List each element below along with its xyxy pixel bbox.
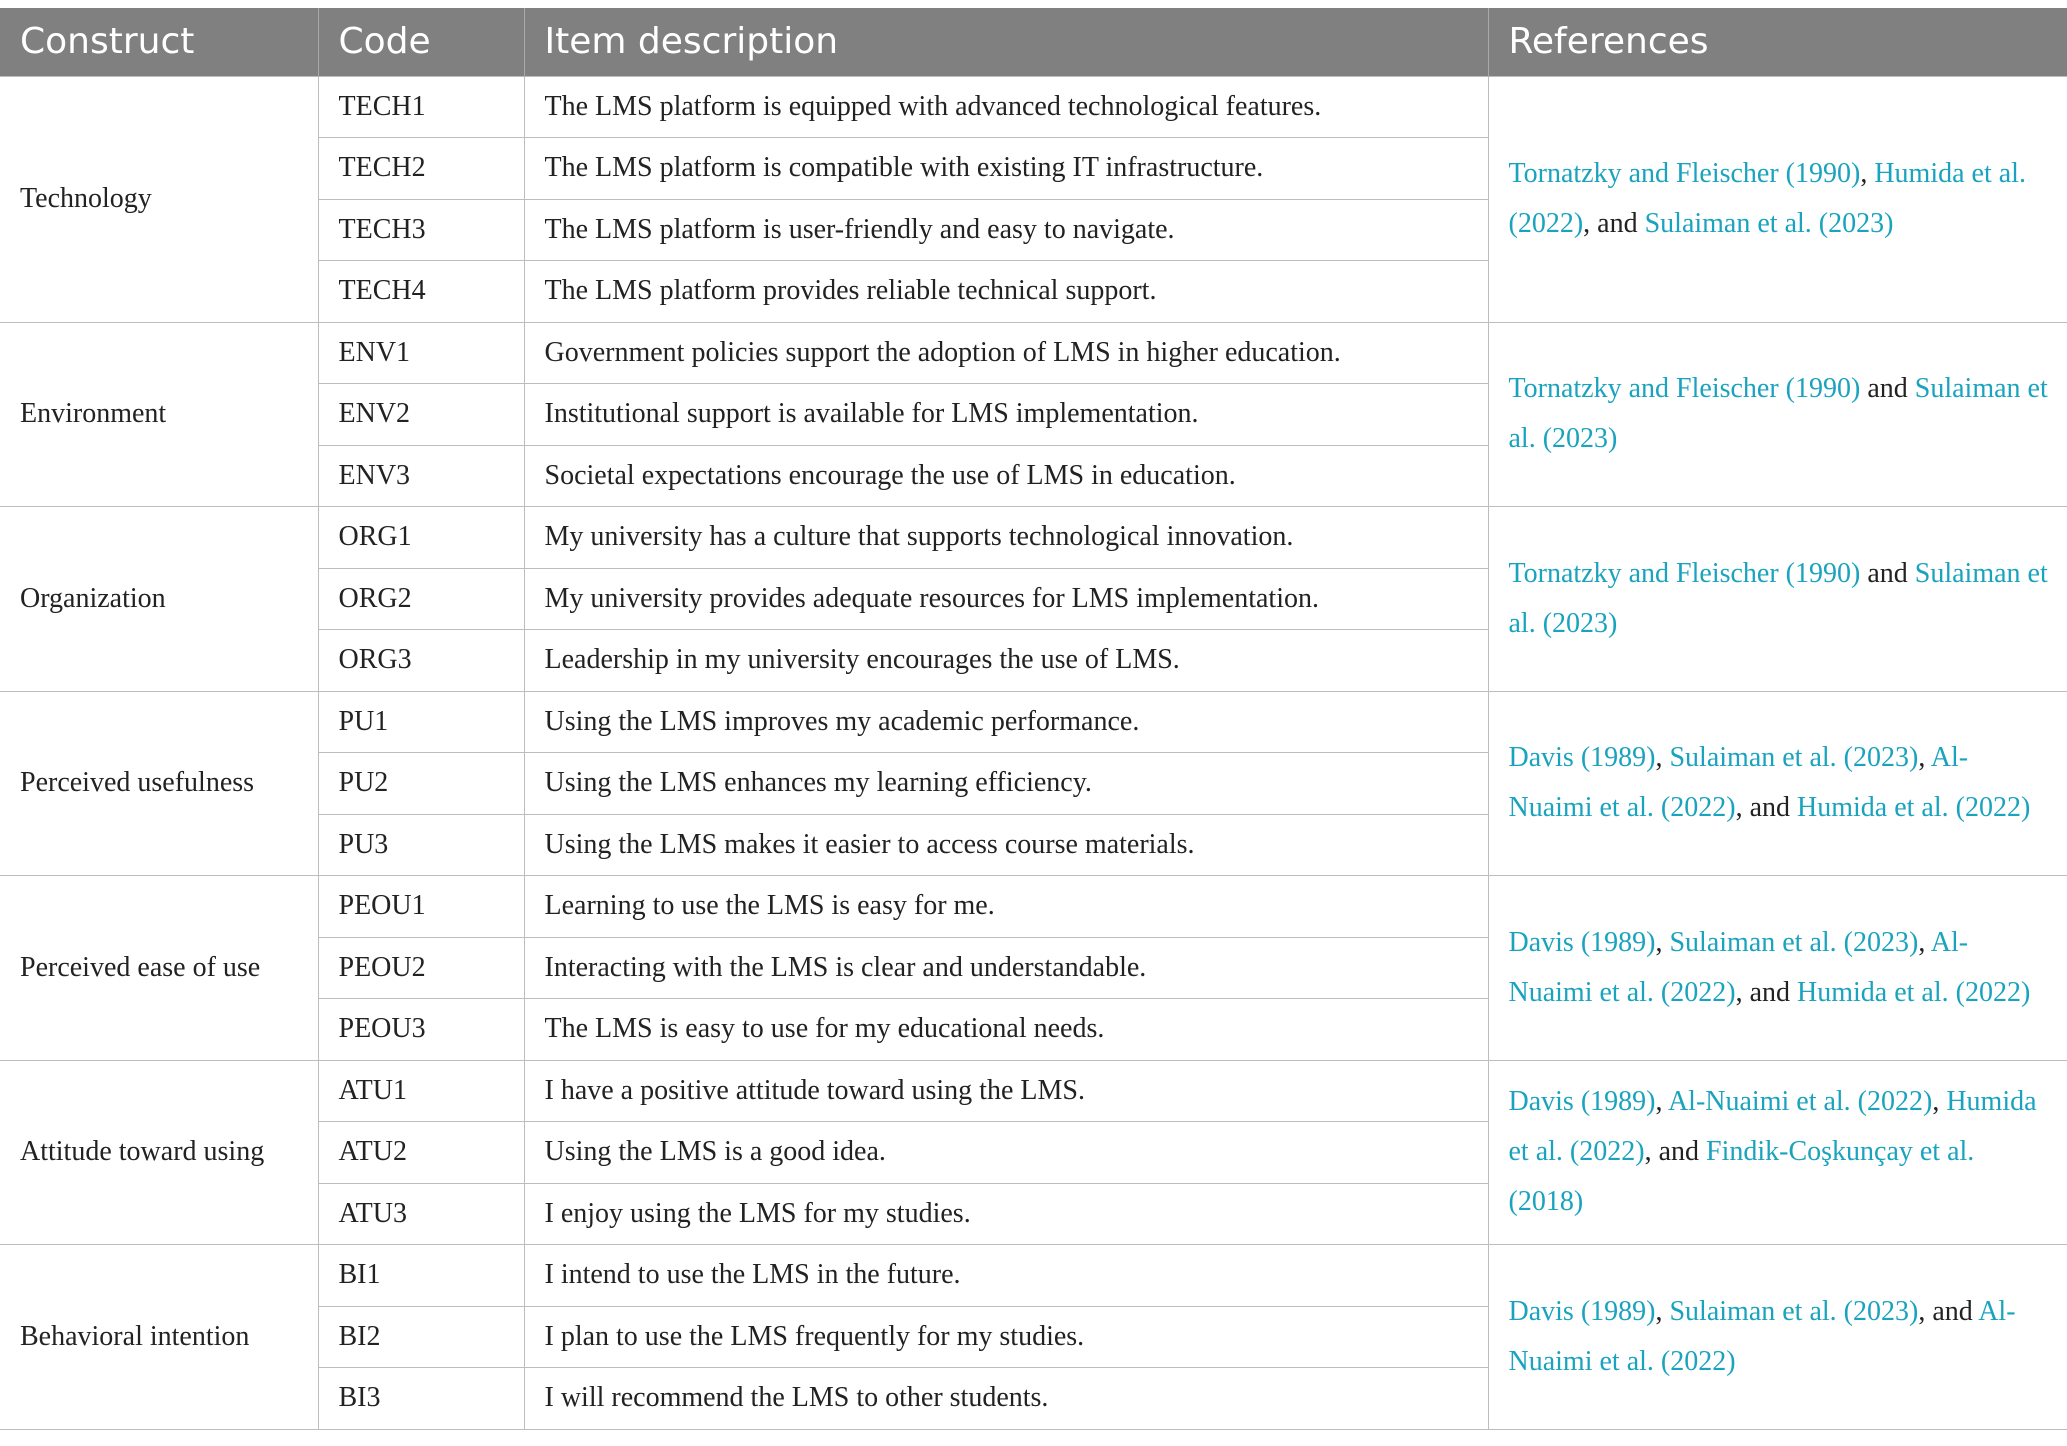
reference-link[interactable]: Tornatzky and Fleischer (1990) [1508, 158, 1861, 189]
reference-link[interactable]: Davis (1989) [1508, 1086, 1656, 1118]
item-description-cell: Government policies support the adoption of LMS in higher education. [524, 322, 1488, 384]
reference-separator: and [1860, 557, 1915, 589]
header-references: References [1488, 8, 2067, 76]
reference-link[interactable]: Tornatzky and Fleischer (1990) [1508, 373, 1861, 405]
item-description-cell: Institutional support is available for LMS implementation. [524, 384, 1488, 446]
reference-link[interactable]: Tornatzky and Fleischer (1990) [1508, 557, 1861, 589]
reference-link[interactable]: Al-Nuaimi et al. (2022) [1508, 926, 1969, 1008]
reference-separator: , and [1644, 1136, 1706, 1168]
code-cell: PEOU3 [318, 999, 524, 1061]
reference-link[interactable]: Al-Nuaimi et al. (2022) [1508, 742, 1969, 824]
item-description-cell: The LMS platform is user-friendly and easy to navigate. [524, 199, 1488, 261]
code-cell: ATU2 [318, 1122, 524, 1184]
code-cell: TECH3 [318, 199, 524, 261]
reference-link[interactable]: Al-Nuaimi et al. (2022) [1508, 1295, 2016, 1377]
header-item-description: Item description [524, 8, 1488, 76]
item-description-cell: Using the LMS is a good idea. [524, 1122, 1488, 1184]
code-cell: ORG1 [318, 507, 524, 569]
item-description-cell: The LMS platform is equipped with advanced technological features. [524, 76, 1488, 138]
reference-link[interactable]: Sulaiman et al. (2023) [1644, 208, 1894, 239]
code-cell: ATU1 [318, 1060, 524, 1122]
construct-cell: Perceived usefulness [0, 691, 318, 876]
item-description-cell: I will recommend the LMS to other students. [524, 1368, 1488, 1430]
references-cell [1488, 322, 2067, 507]
code-cell: BI2 [318, 1306, 524, 1368]
references-cell [1488, 76, 2067, 322]
reference-link[interactable]: Humida et al. (2022) [1797, 792, 2031, 824]
reference-separator: , [1860, 158, 1875, 189]
code-cell: ORG2 [318, 568, 524, 630]
reference-link[interactable]: Sulaiman et al. (2023) [1669, 926, 1919, 958]
reference-link[interactable]: Humida et al. (2022) [1797, 976, 2031, 1008]
code-cell: TECH1 [318, 76, 524, 138]
code-cell: TECH2 [318, 138, 524, 200]
item-description-cell: My university provides adequate resources for LMS implementation. [524, 568, 1488, 630]
code-cell: PU2 [318, 753, 524, 815]
table-row [0, 507, 2067, 569]
table-body [0, 76, 2067, 1429]
code-cell: PU3 [318, 814, 524, 876]
item-description-cell: The LMS platform is compatible with existing IT infrastructure. [524, 138, 1488, 200]
construct-cell: Perceived ease of use [0, 876, 318, 1061]
reference-separator: , [1655, 926, 1670, 958]
code-cell: PU1 [318, 691, 524, 753]
reference-link[interactable]: Sulaiman et al. (2023) [1669, 742, 1919, 774]
references-cell [1488, 1245, 2067, 1430]
table-row [0, 322, 2067, 384]
reference-separator: , and [1918, 1295, 1979, 1327]
reference-separator: , [1918, 742, 1931, 774]
code-cell: PEOU1 [318, 876, 524, 938]
header-construct: Construct [0, 8, 318, 76]
reference-separator: , and [1735, 792, 1797, 824]
reference-link[interactable]: Al-Nuaimi et al. (2022) [1667, 1086, 1933, 1118]
reference-separator: , [1932, 1086, 1947, 1118]
reference-link[interactable]: Sulaiman et al. (2023) [1508, 373, 2048, 455]
reference-separator: and [1860, 373, 1915, 405]
item-description-cell: Societal expectations encourage the use of LMS in education. [524, 445, 1488, 507]
header-code: Code [318, 8, 524, 76]
reference-link[interactable]: Davis (1989) [1508, 742, 1656, 774]
reference-separator: , [1918, 926, 1931, 958]
item-description-cell: Using the LMS enhances my learning efficiency. [524, 753, 1488, 815]
references-cell [1488, 507, 2067, 692]
item-description-cell: Using the LMS makes it easier to access course materials. [524, 814, 1488, 876]
code-cell: PEOU2 [318, 937, 524, 999]
references-cell [1488, 876, 2067, 1061]
reference-link[interactable]: Findik-Coşkunçay et al. (2018) [1508, 1136, 1975, 1218]
reference-separator: , and [1735, 976, 1797, 1008]
header-row [0, 8, 2067, 76]
table-row [0, 691, 2067, 753]
code-cell: ENV3 [318, 445, 524, 507]
reference-separator: , and [1583, 208, 1645, 239]
reference-link[interactable]: Davis (1989) [1508, 1295, 1656, 1327]
construct-cell: Technology [0, 76, 318, 322]
constructs-table [0, 8, 2067, 1430]
references-cell [1488, 691, 2067, 876]
item-description-cell: I enjoy using the LMS for my studies. [524, 1183, 1488, 1245]
code-cell: ATU3 [318, 1183, 524, 1245]
code-cell: ENV2 [318, 384, 524, 446]
item-description-cell: I have a positive attitude toward using the LMS. [524, 1060, 1488, 1122]
references-cell [1488, 1060, 2067, 1245]
item-description-cell: I plan to use the LMS frequently for my studies. [524, 1306, 1488, 1368]
construct-cell: Environment [0, 322, 318, 507]
table-row [0, 1245, 2067, 1307]
reference-separator: , [1655, 742, 1670, 774]
item-description-cell: Leadership in my university encourages the use of LMS. [524, 630, 1488, 692]
reference-link[interactable]: Humida et al. (2022) [1508, 1086, 2037, 1168]
table-row [0, 76, 2067, 138]
table-row [0, 1060, 2067, 1122]
table-row [0, 876, 2067, 938]
item-description-cell: Learning to use the LMS is easy for me. [524, 876, 1488, 938]
item-description-cell: The LMS is easy to use for my educational needs. [524, 999, 1488, 1061]
reference-link[interactable]: Sulaiman et al. (2023) [1669, 1295, 1919, 1327]
construct-cell: Behavioral intention [0, 1245, 318, 1430]
item-description-cell: I intend to use the LMS in the future. [524, 1245, 1488, 1307]
code-cell: ORG3 [318, 630, 524, 692]
reference-link[interactable]: Sulaiman et al. (2023) [1508, 557, 2048, 639]
item-description-cell: Interacting with the LMS is clear and understandable. [524, 937, 1488, 999]
item-description-cell: Using the LMS improves my academic performance. [524, 691, 1488, 753]
construct-cell: Organization [0, 507, 318, 692]
item-description-cell: The LMS platform provides reliable technical support. [524, 261, 1488, 323]
table-container [0, 8, 2067, 1430]
construct-cell: Attitude toward using [0, 1060, 318, 1245]
reference-link[interactable]: Davis (1989) [1508, 926, 1656, 958]
reference-separator: , [1655, 1086, 1668, 1118]
code-cell: TECH4 [318, 261, 524, 323]
reference-separator: , [1655, 1295, 1670, 1327]
reference-link[interactable]: Humida et al. (2022) [1508, 158, 2026, 239]
item-description-cell: My university has a culture that supports technological innovation. [524, 507, 1488, 569]
code-cell: BI3 [318, 1368, 524, 1430]
code-cell: BI1 [318, 1245, 524, 1307]
code-cell: ENV1 [318, 322, 524, 384]
